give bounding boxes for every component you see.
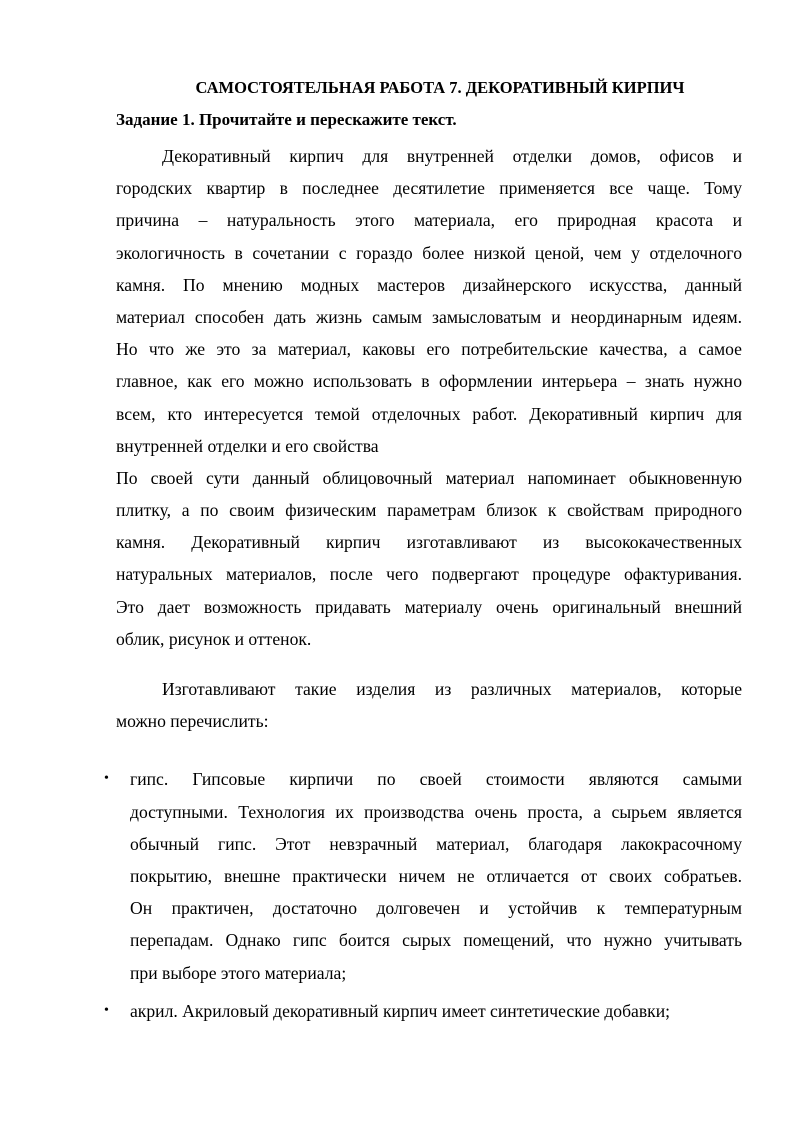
text-line: доступными. Технология их производства очень проста, а сырьем является (130, 801, 742, 822)
paragraph-intro (116, 140, 742, 462)
text-line: главное, как его можно использовать в оформлении интерьера – знать нужно (116, 371, 742, 392)
text-line: внутренней отделки и его свойства (116, 435, 379, 456)
text-line: Он практичен, достаточно долговечен и устойчив к температурным (130, 898, 742, 919)
bullet-icon: • (104, 771, 109, 787)
text-line: плитку, а по своим физическим параметрам близок к свойствам природного (116, 500, 742, 521)
text-line: материал способен дать жизнь самым замысловатым и неординарным идеям. (116, 306, 742, 327)
text-line: Изготавливают такие изделия из различных материалов, которые (162, 679, 742, 699)
paragraph-properties (116, 462, 742, 655)
document-title: САМОСТОЯТЕЛЬНАЯ РАБОТА 7. ДЕКОРАТИВНЫЙ КИРПИЧ (195, 78, 685, 97)
text-line: обычный гипс. Этот невзрачный материал, благодаря лакокрасочному (130, 833, 742, 854)
text-line: камня. По мнению модных мастеров дизайнерского искусства, данный (116, 274, 742, 295)
text-line: Это дает возможность придавать материалу очень оригинальный внешний (116, 596, 742, 617)
text-line: всем, кто интересуется темой отделочных работ. Декоративный кирпич для (116, 403, 742, 424)
bullet-icon: • (104, 1002, 109, 1018)
text-line: причина – натуральность этого материала, его природная красота и (116, 210, 742, 231)
materials-list (104, 763, 742, 1027)
text-line: облик, рисунок и оттенок. (116, 628, 312, 649)
text-line: камня. Декоративный кирпич изготавливают из высококачественных (116, 532, 742, 553)
text-line: Но что же это за материал, каковы его потребительские качества, а самое (116, 339, 742, 360)
text-line: Декоративный кирпич для внутренней отделки домов, офисов и (162, 146, 742, 166)
text-line: экологичность в сочетании с гораздо более низкой ценой, чем у отделочного (116, 242, 742, 263)
text-line: натуральных материалов, после чего подвергают процедуре офактуривания. (116, 564, 742, 585)
text-line: покрытию, внешне практически ничем не отличается от своих собратьев. (130, 865, 742, 886)
text-line: перепадам. Однако гипс боится сырых помещений, что нужно учитывать (130, 930, 742, 951)
text-line: городских квартир в последнее десятилетие применяется все чаще. Тому (116, 178, 742, 199)
paragraph-materials-intro (116, 673, 742, 737)
text-line: гипс. Гипсовые кирпичи по своей стоимости являются самыми (130, 769, 742, 790)
text-line: акрил. Акриловый декоративный кирпич имеет синтетические добавки; (130, 1000, 671, 1021)
text-line: По своей сути данный облицовочный материал напоминает обыкновенную (116, 467, 742, 488)
text-line: при выборе этого материала; (130, 962, 347, 983)
list-item-gypsum (104, 763, 742, 988)
task-heading: Задание 1. Прочитайте и перескажите текст. (116, 110, 457, 129)
text-line: можно перечислить: (116, 711, 269, 732)
list-item-acrylic (104, 995, 742, 1027)
